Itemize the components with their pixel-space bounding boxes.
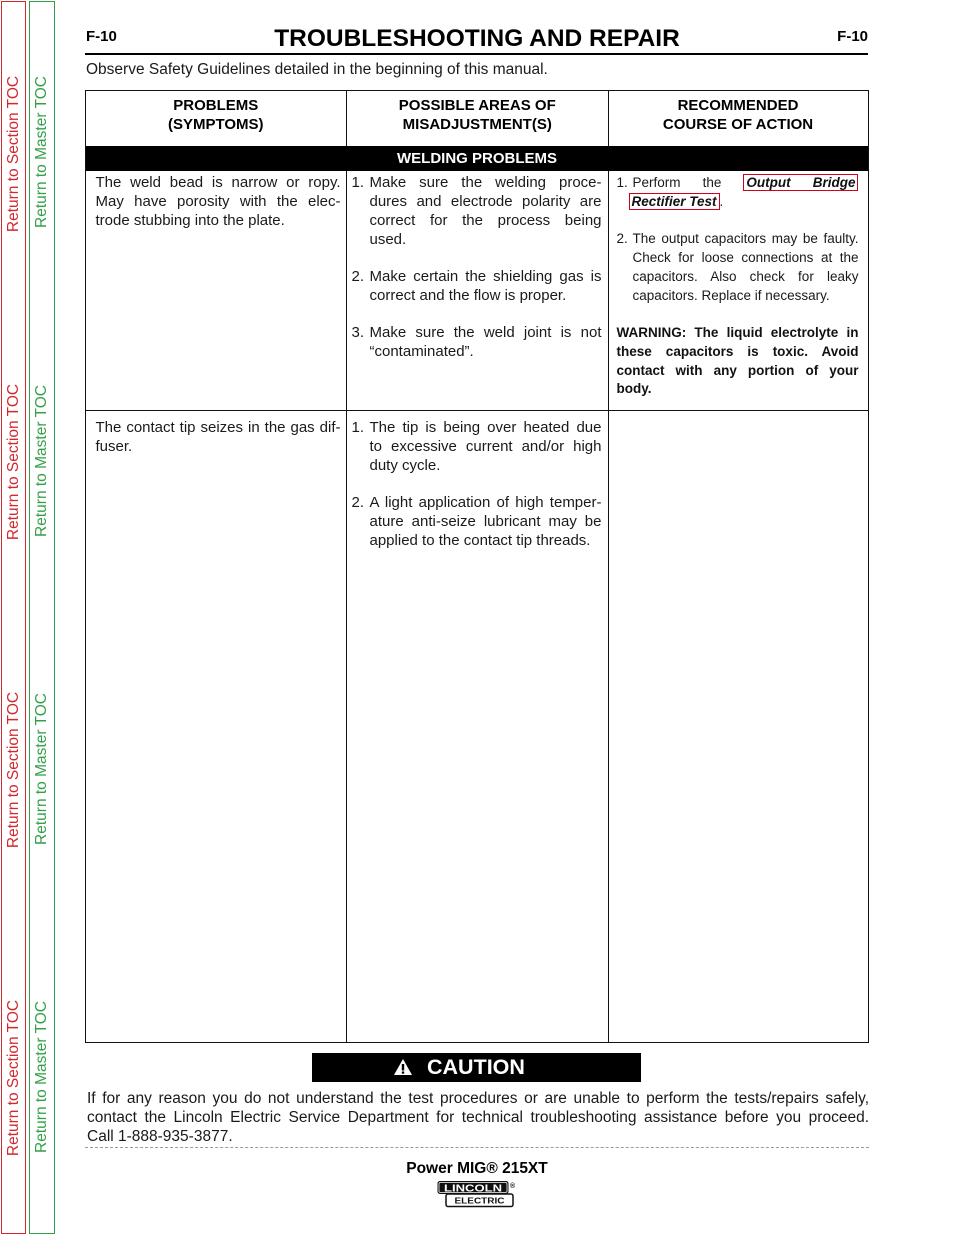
return-to-master-toc-link[interactable]: Return to Master TOC (33, 385, 50, 537)
page-number-right: F-10 (837, 28, 868, 45)
item-number: 1. (351, 174, 365, 191)
caution-line: Call 1-888-935-3877. (87, 1127, 233, 1145)
problem-cell (96, 173, 341, 230)
column-divider (346, 91, 348, 1042)
item-line: applied to the contact tip threads. (369, 532, 591, 549)
column-header-misadjustments (347, 91, 608, 146)
item-number: 1. (616, 175, 628, 190)
column-header-line: (SYMPTOMS) (167, 116, 264, 133)
item-number: 1. (351, 419, 365, 436)
section-band-welding-problems: WELDING PROBLEMS (86, 146, 868, 171)
problem-line: The weld bead is narrow or ropy. (95, 174, 341, 191)
action-item (617, 174, 859, 211)
header-rule (85, 53, 868, 55)
logo-registered-mark: ® (510, 1183, 516, 1190)
output-bridge-rectifier-test-link[interactable]: Output Bridge (743, 174, 858, 191)
item-number: 3. (351, 324, 365, 341)
caution-line: contact the Lincoln Electric Service Department for technical troubleshooting assistance before you proceed. (87, 1108, 869, 1126)
column-header-problems (86, 91, 346, 146)
column-divider (608, 91, 610, 1042)
item-line: capacitors. Replace if necessary. (632, 287, 830, 303)
problem-cell (96, 418, 341, 456)
caution-line: If for any reason you do not understand the test procedures or are unable to perform the tests/repairs safely, (87, 1089, 869, 1107)
problem-line: trode stubbing into the plate. (95, 212, 285, 229)
return-to-section-toc-link[interactable]: Return to Section TOC (5, 75, 22, 233)
lincoln-electric-logo (437, 1180, 517, 1208)
misadjustment-item (352, 323, 602, 361)
caution-label: CAUTION (427, 1055, 525, 1079)
item-line: ature anti-seize lubricant may be (369, 513, 602, 530)
problem-line: fuser. (95, 438, 133, 455)
item-number: 2. (351, 494, 365, 511)
item-line: duty cycle. (369, 457, 441, 474)
item-number: 2. (351, 268, 365, 285)
misadjustment-item (352, 493, 602, 550)
problem-line: The contact tip seizes in the gas dif- (95, 419, 341, 436)
column-header-course-of-action (609, 91, 867, 146)
item-number: 2. (616, 231, 628, 247)
return-to-master-toc-link[interactable]: Return to Master TOC (33, 1001, 50, 1153)
item-line: correct and the flow is proper. (369, 287, 567, 304)
warning-triangle-icon (393, 1058, 413, 1076)
caution-paragraph (87, 1089, 869, 1146)
column-header-line: RECOMMENDED (677, 97, 799, 114)
action-text: Perform the (632, 175, 722, 190)
misadjustment-item (352, 418, 602, 475)
warning-line: WARNING: The liquid electrolyte in (616, 325, 859, 341)
logo-electric-text: ELECTRIC (454, 1196, 505, 1206)
return-to-master-toc-link[interactable]: Return to Master TOC (33, 76, 50, 228)
electrolyte-warning (617, 324, 859, 399)
warning-line: these capacitors is toxic. Avoid (616, 343, 859, 359)
column-header-line: COURSE OF ACTION (662, 116, 814, 133)
item-line: capacitors. Also check for leaky (632, 268, 859, 284)
item-line (633, 193, 859, 212)
item-line: Make sure the weld joint is not (369, 324, 602, 341)
item-line: to excessive current and/or high (369, 438, 602, 455)
misadjustment-cell (352, 173, 602, 379)
footer-divider (85, 1147, 869, 1148)
column-header-line: MISADJUSTMENT(S) (402, 116, 552, 133)
item-line: “contaminated”. (369, 343, 474, 360)
item-line: Check for loose connections at the (632, 250, 859, 266)
warning-line: contact with any portion of your (616, 362, 859, 378)
item-line (633, 174, 859, 193)
return-to-section-toc-link[interactable]: Return to Section TOC (5, 383, 22, 541)
item-line: dures and electrode polarity are (369, 193, 602, 210)
misadjustment-item (352, 173, 602, 249)
column-header-line: POSSIBLE AREAS OF (398, 97, 556, 114)
caution-banner (312, 1053, 641, 1082)
product-name: Power MIG® 215XT (406, 1159, 548, 1177)
misadjustment-item (352, 267, 602, 305)
logo-lincoln-text: LINCOLN (444, 1182, 502, 1195)
action-text: . (719, 193, 724, 209)
return-to-section-toc-link[interactable]: Return to Section TOC (5, 691, 22, 849)
return-to-section-toc-link[interactable]: Return to Section TOC (5, 999, 22, 1157)
safety-note: Observe Safety Guidelines detailed in the beginning of this manual. (86, 60, 548, 78)
problem-line: May have porosity with the elec- (95, 193, 341, 210)
warning-line: body. (616, 381, 652, 397)
action-item (617, 230, 859, 305)
item-line: correct for the process being (369, 212, 602, 229)
troubleshooting-table (85, 90, 869, 1043)
page-title: TROUBLESHOOTING AND REPAIR (274, 25, 680, 52)
item-line: Make certain the shielding gas is (369, 268, 602, 285)
item-line: The tip is being over heated due (369, 419, 602, 436)
course-of-action-cell (617, 174, 859, 399)
return-to-master-toc-link[interactable]: Return to Master TOC (33, 693, 50, 845)
item-line: A light application of high temper- (369, 494, 602, 511)
misadjustment-cell (352, 418, 602, 568)
row-divider (86, 410, 868, 412)
output-bridge-rectifier-test-link[interactable]: Rectifier Test (629, 193, 720, 210)
item-line: used. (369, 231, 407, 248)
item-line: Make sure the welding proce- (369, 174, 602, 191)
item-line: The output capacitors may be faulty. (632, 231, 859, 247)
page-number-left: F-10 (86, 28, 117, 45)
column-header-line: PROBLEMS (173, 97, 259, 114)
